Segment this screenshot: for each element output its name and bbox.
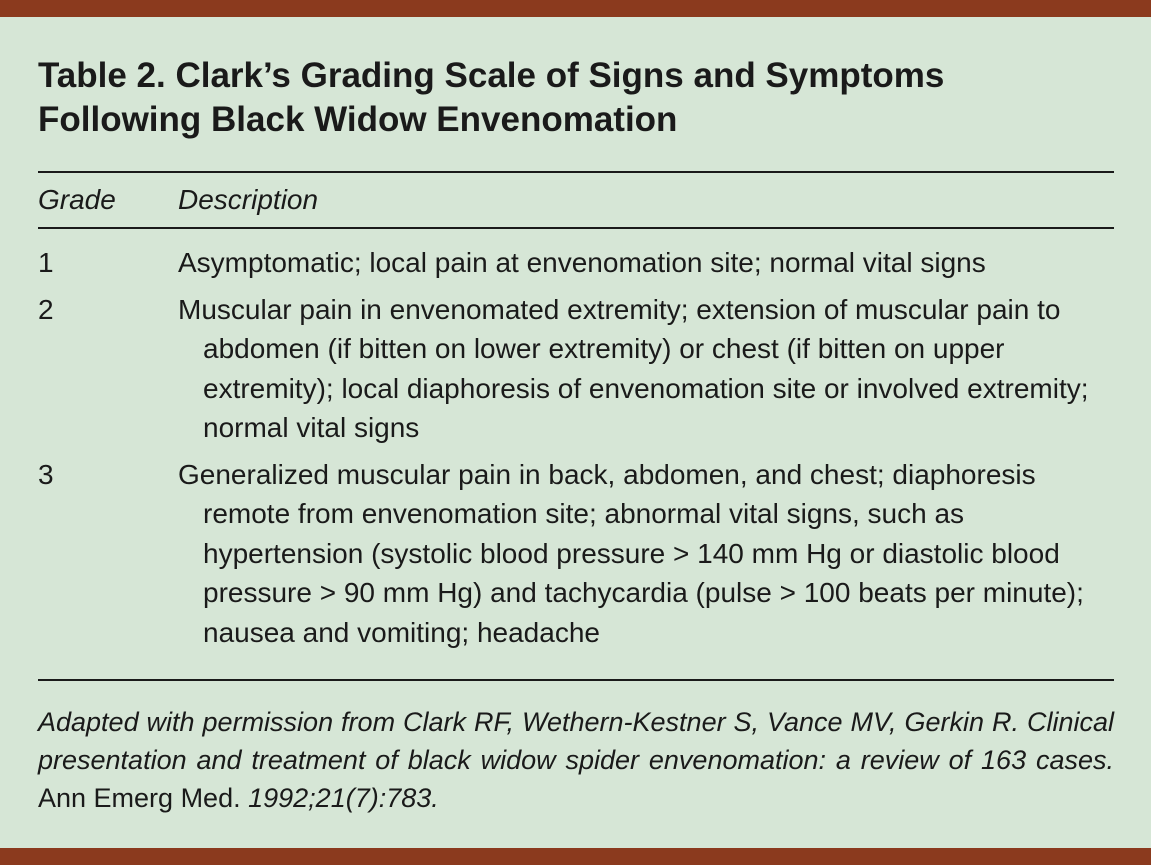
- bottom-rule: [38, 679, 1114, 681]
- table-title-line-1: Table 2. Clark’s Grading Scale of Signs and Symptoms: [38, 56, 945, 95]
- row-grade: 2: [38, 293, 54, 325]
- row-description: Muscular pain in envenomated extremity; extension of muscular pain to abdomen (if bitten on lower extremity) or chest (if bitten on upper extremity); local diaphoresis of envenomation site or involved extremity; normal vital signs: [178, 293, 1089, 443]
- header-grade: Grade: [38, 184, 116, 215]
- row-description: Asymptomatic; local pain at envenomation site; normal vital signs: [178, 247, 986, 278]
- table-title-line-2: Following Black Widow Envenomation: [38, 100, 678, 139]
- bottom-border-bar: [0, 848, 1151, 865]
- header-description: Description: [178, 184, 319, 215]
- row-grade: 1: [38, 247, 54, 278]
- footnote-journal: Ann Emerg Med.: [38, 783, 241, 813]
- top-border-bar: [0, 0, 1151, 17]
- row-description: Generalized muscular pain in back, abdomen, and chest; diaphoresis remote from envenomation site; abnormal vital signs, such as hypertension (systolic blood pressure > 140 mm Hg or diastolic blood pressure > 90 mm Hg) and tachycardia (pulse > 100 beats per minute); nausea and vomiting; headache: [178, 458, 1084, 648]
- table-body: [38, 229, 1114, 679]
- footnote-citation: 1992;21(7):783.: [248, 783, 439, 813]
- table-title: [38, 54, 1114, 142]
- table-panel: [38, 17, 1114, 817]
- table-header: [38, 173, 1114, 227]
- footnote-text: Adapted with permission from Clark RF, Wethern-Kestner S, Vance MV, Gerkin R. Clinical presentation and treatment of black widow spider envenomation: a review of 163 cases.: [38, 707, 1114, 775]
- table-row: [38, 455, 1114, 653]
- table-row: [38, 243, 1114, 283]
- table-row: [38, 290, 1114, 448]
- source-footnote: [38, 703, 1114, 817]
- row-grade: 3: [38, 458, 54, 490]
